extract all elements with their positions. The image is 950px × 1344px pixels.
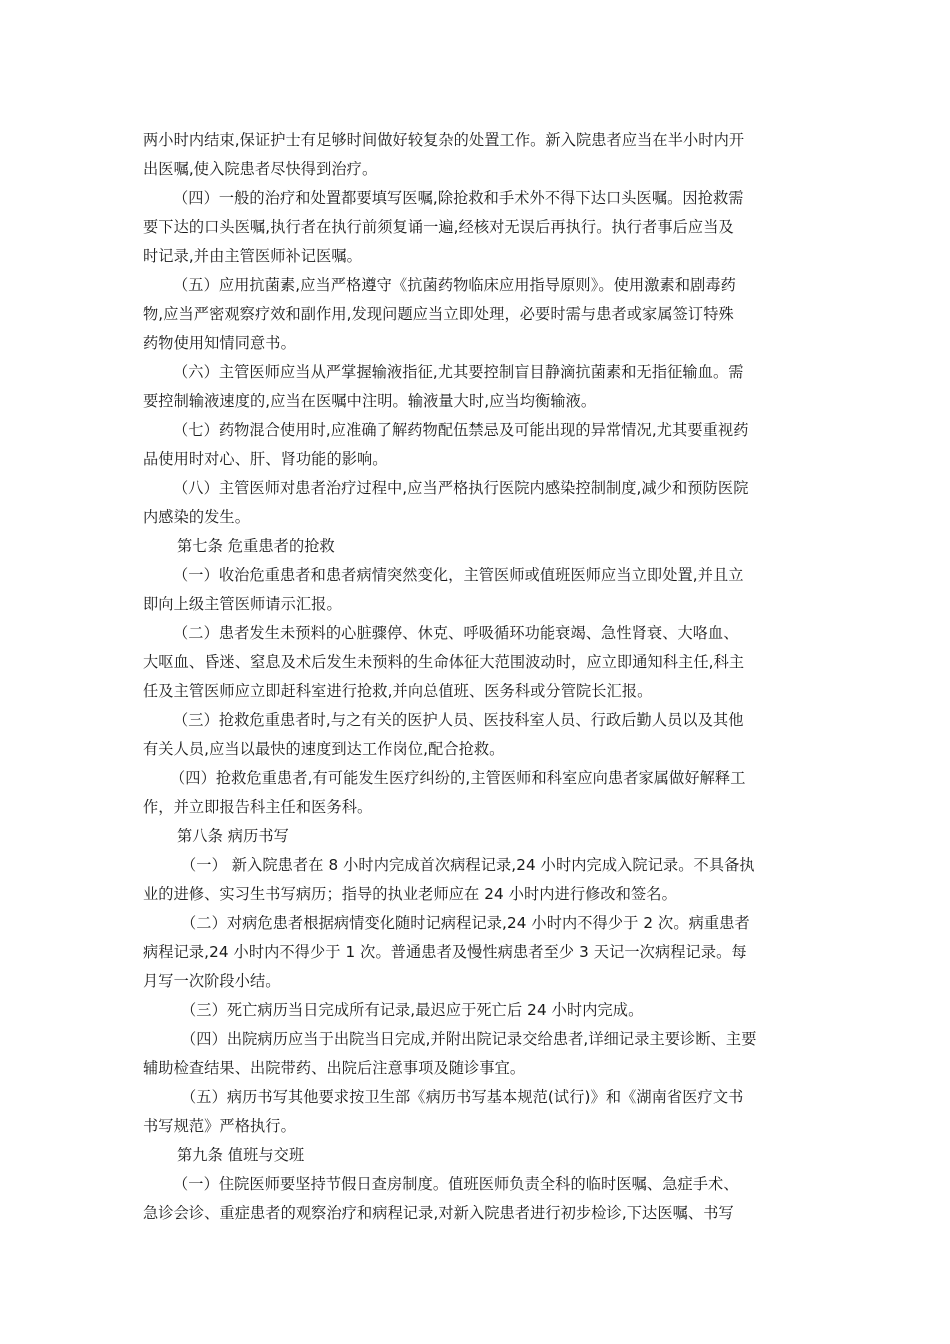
text-line: 业的进修、实习生书写病历；指导的执业老师应在 24 小时内进行修改和签名。: [143, 885, 677, 903]
text-line: 药物使用知情同意书。: [143, 334, 296, 352]
text-line: （八）主管医师对患者治疗过程中,应当严格执行医院内感染控制制度,减少和预防医院: [173, 479, 749, 497]
text-line: 物,应当严密观察疗效和副作用,发现问题应当立即处理，必要时需与患者或家属签订特殊: [143, 305, 734, 323]
text-line: （二）对病危患者根据病情变化随时记病程记录,24 小时内不得少于 2 次。病重患者: [181, 914, 750, 932]
text-line: （一）收治危重患者和患者病情突然变化，主管医师或值班医师应当立即处置,并且立: [173, 566, 744, 584]
text-line: （五）病历书写其他要求按卫生部《病历书写基本规范(试行)》和《湖南省医疗文书: [181, 1088, 744, 1106]
text-line: （四）抢救危重患者,有可能发生医疗纠纷的,主管医师和科室应向患者家属做好解释工: [170, 769, 746, 787]
section-heading: 第九条 值班与交班: [177, 1146, 305, 1164]
text-line: （一）住院医师要坚持节假日查房制度。值班医师负责全科的临时医嘱、急症手术、: [173, 1175, 739, 1193]
text-line: 要下达的口头医嘱,执行者在执行前须复诵一遍,经核对无误后再执行。执行者事后应当及: [143, 218, 734, 236]
text-line: （五）应用抗菌素,应当严格遵守《抗菌药物临床应用指导原则》。使用激素和剧毒药: [173, 276, 736, 294]
text-line: （一） 新入院患者在 8 小时内完成首次病程记录,24 小时内完成入院记录。不具备执: [181, 856, 755, 874]
section-heading: 第七条 危重患者的抢救: [177, 537, 335, 555]
text-line: （七）药物混合使用时,应准确了解药物配伍禁忌及可能出现的异常情况,尤其要重视药: [173, 421, 749, 439]
text-line: （二）患者发生未预料的心脏骤停、休克、呼吸循环功能衰竭、急性肾衰、大咯血、: [173, 624, 739, 642]
text-line: 书写规范》严格执行。: [143, 1117, 296, 1135]
text-line: 病程记录,24 小时内不得少于 1 次。普通患者及慢性病患者至少 3 天记一次病程记录。每: [143, 943, 747, 961]
text-line: 要控制输液速度的,应当在医嘱中注明。输液量大时,应当均衡输液。: [143, 392, 597, 410]
text-line: （四）出院病历应当于出院当日完成,并附出院记录交给患者,详细记录主要诊断、主要: [181, 1030, 757, 1048]
text-line: （三）死亡病历当日完成所有记录,最迟应于死亡后 24 小时内完成。: [181, 1001, 644, 1019]
text-line: （四）一般的治疗和处置都要填写医嘱,除抢救和手术外不得下达口头医嘱。因抢救需: [173, 189, 744, 207]
text-line: 大呕血、昏迷、窒息及术后发生未预料的生命体征大范围波动时，应立即通知科主任,科主: [143, 653, 745, 671]
text-line: （三）抢救危重患者时,与之有关的医护人员、医技科室人员、行政后勤人员以及其他: [173, 711, 744, 729]
text-line: 即向上级主管医师请示汇报。: [143, 595, 342, 613]
text-line: 出医嘱,使入院患者尽快得到治疗。: [143, 160, 378, 178]
text-line: 内感染的发生。: [143, 508, 251, 526]
text-line: 任及主管医师应立即赶科室进行抢救,并向总值班、医务科或分管院长汇报。: [143, 682, 653, 700]
text-line: 品使用时对心、肝、肾功能的影响。: [143, 450, 388, 468]
text-line: 有关人员,应当以最快的速度到达工作岗位,配合抢救。: [143, 740, 505, 758]
text-line: 作，并立即报告科主任和医务科。: [143, 798, 373, 816]
text-line: 两小时内结束,保证护士有足够时间做好较复杂的处置工作。新入院患者应当在半小时内开: [143, 131, 745, 149]
text-line: 急诊会诊、重症患者的观察治疗和病程记录,对新入院患者进行初步检诊,下达医嘱、书写: [143, 1204, 734, 1222]
document-body: [143, 126, 813, 1228]
section-heading: 第八条 病历书写: [177, 827, 289, 845]
text-line: 辅助检查结果、出院带药、出院后注意事项及随诊事宜。: [143, 1059, 526, 1077]
text-line: （六）主管医师应当从严掌握输液指征,尤其要控制盲目静滴抗菌素和无指征输血。需: [173, 363, 744, 381]
text-line: 时记录,并由主管医师补记医嘱。: [143, 247, 362, 265]
text-line: 月写一次阶段小结。: [143, 972, 281, 990]
